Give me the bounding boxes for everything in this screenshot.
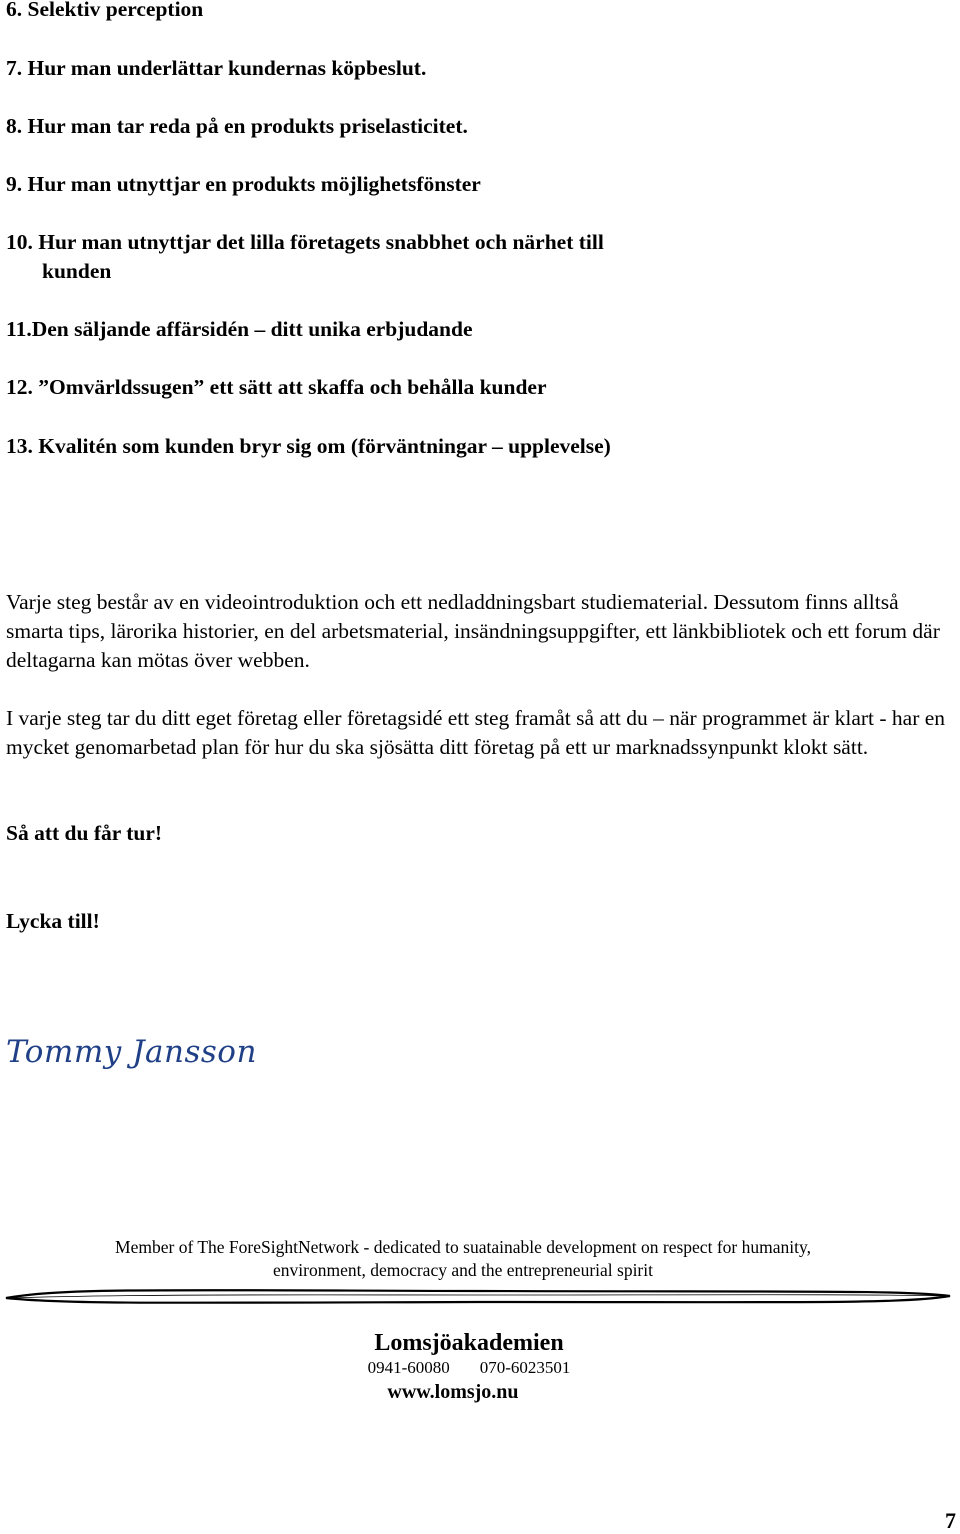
list-item-12 xyxy=(6,373,547,402)
list-text: Hur man utnyttjar det lilla företagets snabbhet och närhet till xyxy=(38,230,604,254)
list-number: 7. xyxy=(6,56,23,80)
list-item-6 xyxy=(6,0,203,24)
website-link[interactable]: www.lomsjo.nu xyxy=(387,1381,519,1403)
org-name: Lomsjöakademien xyxy=(374,1330,564,1356)
list-item-10 xyxy=(6,228,604,286)
list-item-11 xyxy=(6,315,473,344)
paragraph-plan: I varje steg tar du ditt eget företag eller företagsidé ett steg framåt så att du – när programmet är klart - har en mycket genomarbetad plan för hur du ska sjösätta ditt företag på ett ur marknadssynpunkt klokt sätt. xyxy=(6,706,946,759)
list-text: Selektiv perception xyxy=(27,0,204,21)
phone-number: 0941-60080 xyxy=(367,1358,450,1377)
list-text-continuation: kunden xyxy=(42,259,112,283)
list-item-13 xyxy=(6,432,611,461)
page-number: 7 xyxy=(945,1508,956,1533)
list-number: 8. xyxy=(6,114,23,138)
list-item-8 xyxy=(6,112,468,141)
list-item-7 xyxy=(6,54,426,83)
list-number: 13. xyxy=(6,434,33,458)
list-text: Hur man tar reda på en produkts priselasticitet. xyxy=(27,114,468,138)
list-text: ”Omvärldssugen” ett sätt att skaffa och behålla kunder xyxy=(38,375,547,399)
org-phones xyxy=(0,1357,938,1379)
closing-good-luck: Så att du får tur! xyxy=(6,821,163,845)
list-number: 11. xyxy=(6,317,32,341)
phone-number: 070-6023501 xyxy=(479,1358,571,1377)
footer-member-line-2: environment, democracy and the entrepreneurial spirit xyxy=(273,1260,653,1280)
list-text: Hur man underlättar kundernas köpbeslut. xyxy=(27,56,427,80)
paragraph-study-material: Varje steg består av en videointroduktion och ett nedladdningsbart studiematerial. Dessutom finns alltså smarta tips, lärorika historier, en del arbetsmaterial, insändningsuppgifter, ett länkbibliotek och ett forum där deltagarna kan mötas över webben. xyxy=(6,590,940,672)
footer-member-text xyxy=(0,1236,926,1282)
list-text: Den säljande affärsidén – ditt unika erbjudande xyxy=(31,317,473,341)
closing-lycka-till: Lycka till! xyxy=(6,909,100,933)
list-number: 9. xyxy=(6,172,23,196)
list-item-9 xyxy=(6,170,481,199)
footer-divider xyxy=(4,1284,952,1308)
list-text: Kvalitén som kunden bryr sig om (förväntningar – upplevelse) xyxy=(38,434,611,458)
list-number: 12. xyxy=(6,375,33,399)
list-number: 10. xyxy=(6,230,33,254)
signature: Tommy Jansson xyxy=(6,1034,257,1070)
footer-member-line-1: Member of The ForeSightNetwork - dedicated to suatainable development on respect for humanity, xyxy=(115,1237,811,1257)
list-text: Hur man utnyttjar en produkts möjlighetsfönster xyxy=(27,172,481,196)
list-number: 6. xyxy=(6,0,23,21)
